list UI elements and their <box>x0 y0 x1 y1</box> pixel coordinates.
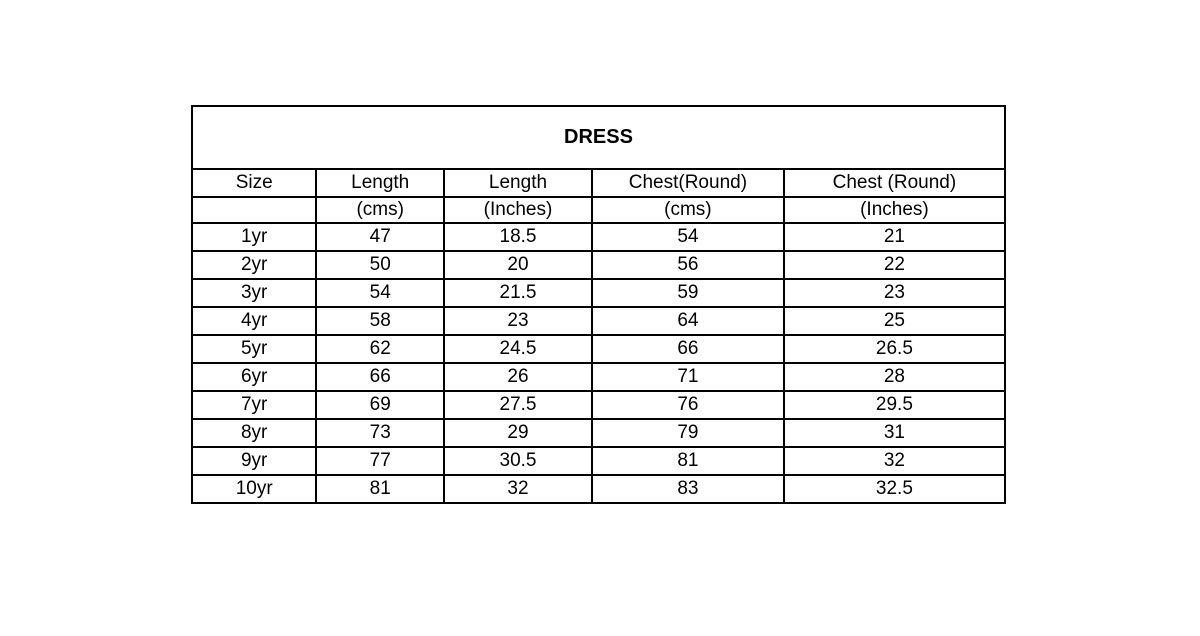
length-inches-cell: 26 <box>444 363 592 391</box>
size-cell: 8yr <box>192 419 316 447</box>
chest-inches-cell: 32 <box>784 447 1005 475</box>
chest-cms-cell: 64 <box>592 307 784 335</box>
length-inches-cell: 18.5 <box>444 223 592 251</box>
unit-cell-length-cms: (cms) <box>316 197 444 223</box>
table-row <box>192 447 1005 475</box>
length-cms-cell: 77 <box>316 447 444 475</box>
size-cell: 9yr <box>192 447 316 475</box>
size-cell: 4yr <box>192 307 316 335</box>
length-cms-cell: 66 <box>316 363 444 391</box>
size-cell: 6yr <box>192 363 316 391</box>
table-title: DRESS <box>192 106 1005 169</box>
size-cell: 1yr <box>192 223 316 251</box>
table-title-row <box>192 106 1005 169</box>
chest-inches-cell: 29.5 <box>784 391 1005 419</box>
chest-cms-cell: 71 <box>592 363 784 391</box>
length-cms-cell: 54 <box>316 279 444 307</box>
chest-inches-cell: 22 <box>784 251 1005 279</box>
length-cms-cell: 73 <box>316 419 444 447</box>
chest-inches-cell: 32.5 <box>784 475 1005 503</box>
length-inches-cell: 24.5 <box>444 335 592 363</box>
table-row <box>192 419 1005 447</box>
column-header-chest-cms: Chest(Round) <box>592 169 784 197</box>
size-cell: 10yr <box>192 475 316 503</box>
chest-inches-cell: 25 <box>784 307 1005 335</box>
length-cms-cell: 62 <box>316 335 444 363</box>
size-cell: 5yr <box>192 335 316 363</box>
column-header-size: Size <box>192 169 316 197</box>
chest-cms-cell: 59 <box>592 279 784 307</box>
chest-cms-cell: 54 <box>592 223 784 251</box>
table-row <box>192 391 1005 419</box>
chest-inches-cell: 28 <box>784 363 1005 391</box>
length-cms-cell: 47 <box>316 223 444 251</box>
chest-cms-cell: 76 <box>592 391 784 419</box>
table-row <box>192 279 1005 307</box>
chest-inches-cell: 23 <box>784 279 1005 307</box>
unit-cell-chest-cms: (cms) <box>592 197 784 223</box>
length-cms-cell: 50 <box>316 251 444 279</box>
chest-inches-cell: 21 <box>784 223 1005 251</box>
column-header-chest-inches: Chest (Round) <box>784 169 1005 197</box>
length-inches-cell: 21.5 <box>444 279 592 307</box>
length-inches-cell: 29 <box>444 419 592 447</box>
table-units-row <box>192 197 1005 223</box>
length-cms-cell: 81 <box>316 475 444 503</box>
table-row <box>192 475 1005 503</box>
chest-inches-cell: 31 <box>784 419 1005 447</box>
length-inches-cell: 23 <box>444 307 592 335</box>
table-row <box>192 251 1005 279</box>
size-cell: 2yr <box>192 251 316 279</box>
table-row <box>192 363 1005 391</box>
table-row <box>192 223 1005 251</box>
length-inches-cell: 30.5 <box>444 447 592 475</box>
chest-cms-cell: 83 <box>592 475 784 503</box>
length-inches-cell: 20 <box>444 251 592 279</box>
chest-cms-cell: 79 <box>592 419 784 447</box>
unit-cell-chest-inches: (Inches) <box>784 197 1005 223</box>
column-header-length-cms: Length <box>316 169 444 197</box>
chest-cms-cell: 56 <box>592 251 784 279</box>
chest-inches-cell: 26.5 <box>784 335 1005 363</box>
table-row <box>192 307 1005 335</box>
length-cms-cell: 69 <box>316 391 444 419</box>
table-row <box>192 335 1005 363</box>
length-inches-cell: 27.5 <box>444 391 592 419</box>
size-cell: 7yr <box>192 391 316 419</box>
unit-cell-length-inches: (Inches) <box>444 197 592 223</box>
unit-cell-size <box>192 197 316 223</box>
chest-cms-cell: 81 <box>592 447 784 475</box>
chest-cms-cell: 66 <box>592 335 784 363</box>
size-cell: 3yr <box>192 279 316 307</box>
length-inches-cell: 32 <box>444 475 592 503</box>
length-cms-cell: 58 <box>316 307 444 335</box>
column-header-length-inches: Length <box>444 169 592 197</box>
dress-size-chart-table <box>191 105 1006 504</box>
table-header-row <box>192 169 1005 197</box>
